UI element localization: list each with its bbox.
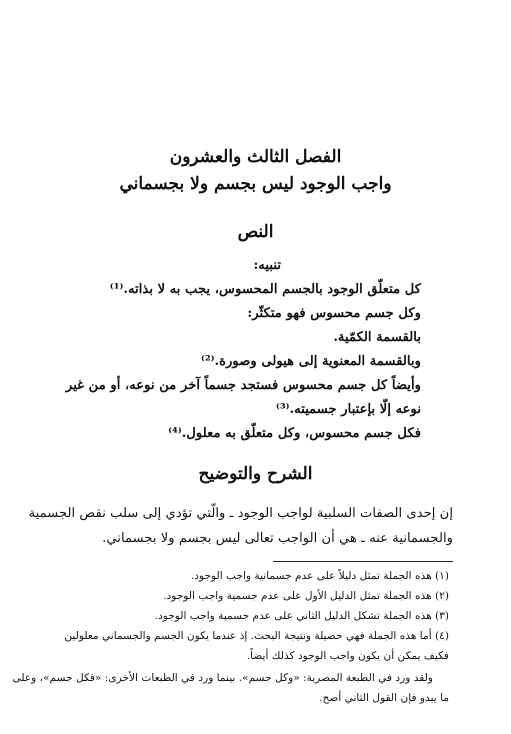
footnote-4-continued: فكيف يمكن أن يكون واجب الوجود كذلك أيضاً. [246,650,449,662]
footnote-1: (١) هذه الجملة تمثل دليلاً على عدم جسمانية واجب الوجود. [190,570,449,582]
commentary-line-1: إن إحدى الصفات السلبية لواجب الوجود ـ والّتي تؤدي إلى سلب نقص الجسمية [28,506,453,521]
text-line-6: نوعه إلّا بإعتبار جسميته.⁽³⁾ [275,402,421,417]
footnote-3: (٣) هذه الجملة تشكل الدليل الثاني على عدم جسمية واجب الوجود. [154,610,449,622]
text-line-3: بالقسمة الكمّية. [333,330,421,345]
footnote-edition-note: ولقد ورد في الطبعة المصرية: «وكل جسم». بينما ورد في الطبعات الأخرى: «فكل جسم»، وعلى [12,672,433,684]
footnote-edition-note-continued: ما يبدو فإن القول الثاني أصح. [319,692,449,704]
commentary-line-2: والجسمانية عنه ـ هي أن الواجب تعالى ليس بجسم ولا بجسماني. [102,531,453,546]
commentary-heading: الشرح والتوضيح [198,464,313,484]
tanbih-label: تنبيه: [253,258,281,273]
text-line-4: وبالقسمة المعنوية إلى هيولى وصورة.⁽²⁾ [200,354,421,369]
text-line-5: وأيضاً كل جسم محسوس فستجد جسماً آخر من نوعه، أو من غير [65,378,421,393]
chapter-title: الفصل الثالث والعشرون [169,147,342,167]
chapter-subtitle: واجب الوجود ليس بجسم ولا بجسماني [119,174,392,194]
footnote-4: (٤) أما هذه الجملة فهي حصيلة ونتيجة البحث. إذ عندما يكون الجسم والجسماني معلولين [64,630,449,642]
text-line-1: كل متعلّق الوجود بالجسم المحسوس، يجب به لا بذاته.⁽¹⁾ [109,282,421,297]
footnote-separator [273,561,453,562]
text-line-7: فكل جسم محسوس، وكل متعلّق به معلول.⁽⁴⁾ [168,426,421,441]
text-section-heading: النص [237,222,274,242]
footnote-2: (٢) هذه الجملة تمثل الدليل الأول على عدم جسمية واجب الوجود. [163,590,449,602]
text-line-2: وكل جسم محسوس فهو متكثّر: [247,306,421,321]
